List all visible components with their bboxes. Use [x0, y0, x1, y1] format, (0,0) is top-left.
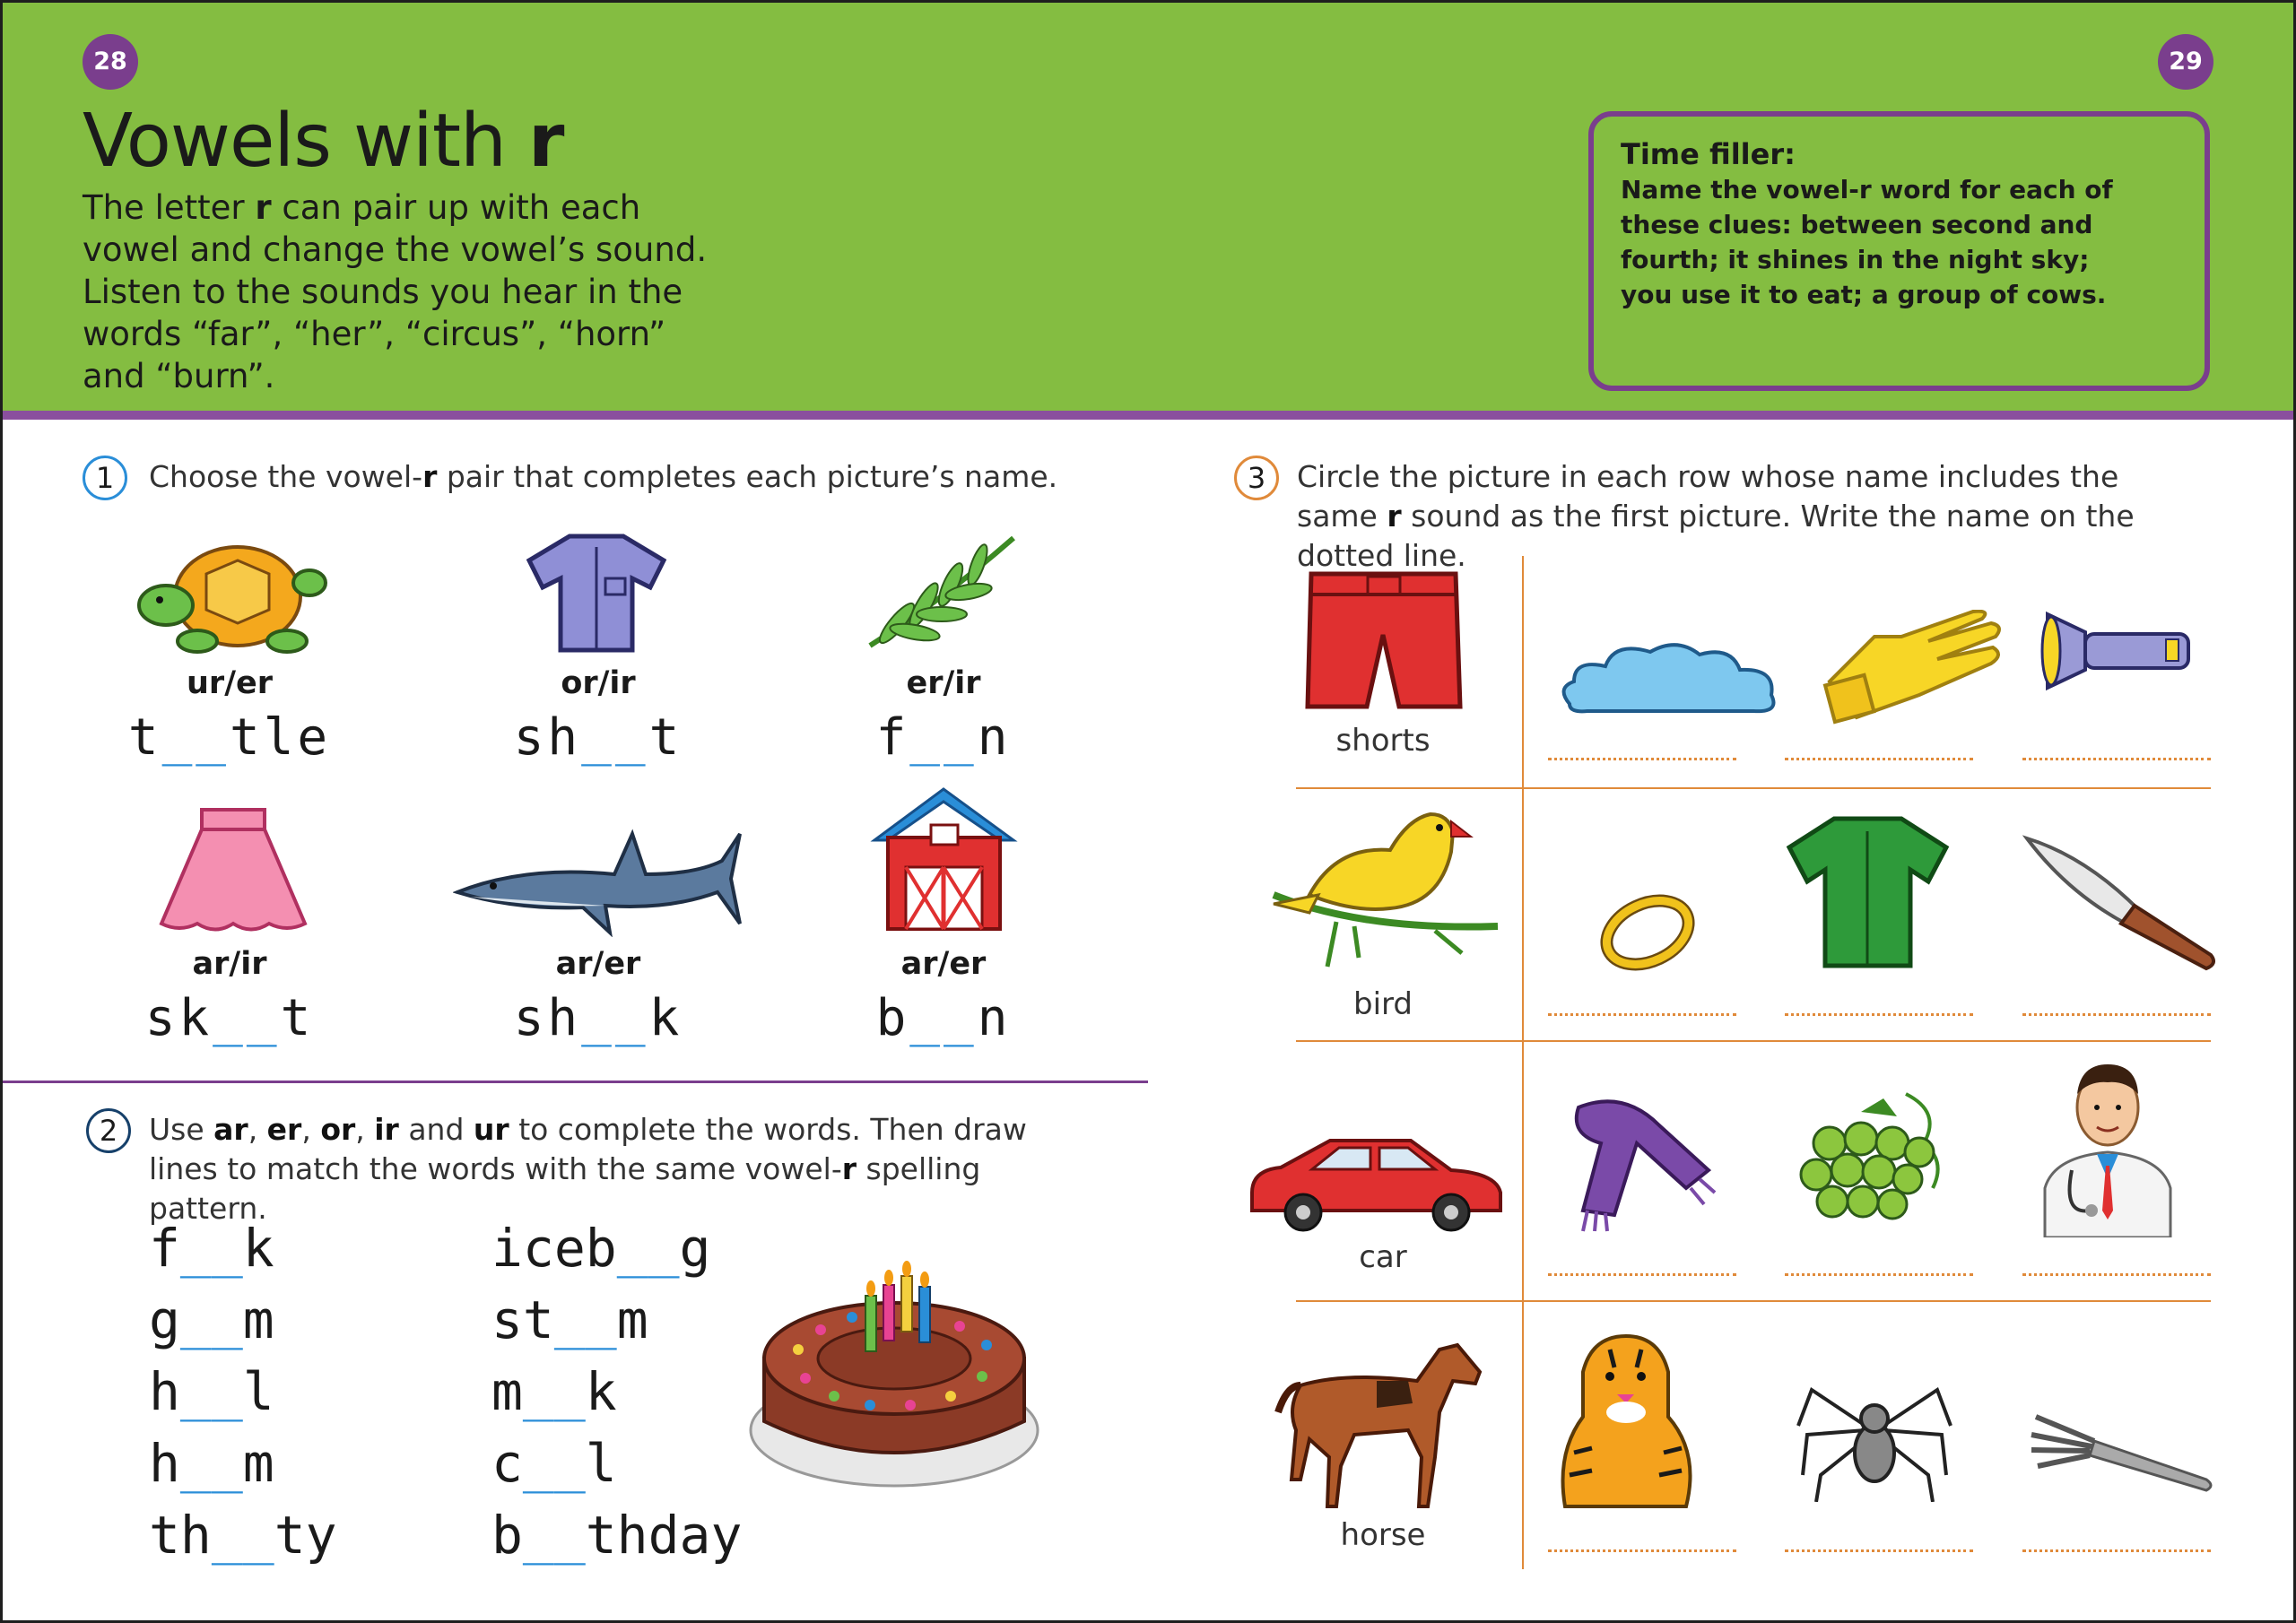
match-word[interactable]: m__k: [491, 1361, 617, 1422]
row-label: horse: [1340, 1517, 1426, 1553]
barn-icon: [870, 782, 1018, 934]
answer-line[interactable]: [2022, 1273, 2211, 1276]
answer-line[interactable]: [1548, 1273, 1736, 1276]
step-3-circle: 3: [1234, 456, 1279, 500]
pair-option: ar/ir: [192, 946, 267, 982]
pair-option: ur/er: [187, 665, 273, 701]
section-3-instruction: Circle the picture in each row whose name includes the same r sound as the first picture. Write the name on the dotted line.: [1297, 459, 2135, 573]
answer-line[interactable]: [1785, 758, 1973, 760]
bird-icon: [1256, 796, 1507, 971]
cloud-icon[interactable]: [1552, 632, 1789, 722]
match-word[interactable]: c__l: [491, 1433, 617, 1494]
match-word[interactable]: g__m: [149, 1289, 274, 1350]
match-word[interactable]: b__thday: [491, 1505, 743, 1566]
answer-line[interactable]: [2022, 758, 2211, 760]
row-label: bird: [1353, 986, 1413, 1022]
intro-text: The letter r can pair up with each vowel and change the vowel’s sound. Listen to the sounds you hear in the words “far”, “her”, “circus”, “horn” and “burn”.: [83, 188, 708, 395]
turtle-icon: [135, 525, 332, 659]
section-divider: [3, 1081, 1148, 1083]
grapes-icon[interactable]: [1798, 1089, 1955, 1237]
word-blank[interactable]: t__tle: [127, 708, 332, 767]
section-2-instruction: Use ar, er, or, ir and ur to complete the words. Then draw lines to match the words with the same vowel-r spelling pattern.: [149, 1112, 1027, 1226]
match-word[interactable]: h__m: [149, 1433, 274, 1494]
doctor-icon[interactable]: [2036, 1054, 2179, 1237]
fork-icon[interactable]: [2027, 1403, 2215, 1493]
time-filler-text: Name the vowel-r word for each of these clues: between second and fourth; it shines in the night sky; you use it to eat; a group of cows.: [1621, 175, 2113, 309]
word-blank[interactable]: b__n: [875, 989, 1012, 1047]
right-word-list: [491, 1212, 742, 1571]
car-icon: [1245, 1130, 1507, 1233]
answer-line[interactable]: [1548, 1549, 1736, 1552]
tiger-icon[interactable]: [1547, 1318, 1704, 1511]
time-filler-box: [1588, 111, 2210, 391]
page-title: Vowels with r: [83, 99, 564, 184]
ring-icon[interactable]: [1596, 892, 1700, 973]
step-1-circle: 1: [83, 456, 127, 500]
step-2-circle: 2: [86, 1108, 131, 1153]
answer-line[interactable]: [1548, 758, 1736, 760]
row-divider: [1296, 1040, 2211, 1042]
shorts-icon: [1300, 563, 1466, 716]
word-blank[interactable]: sh__t: [513, 708, 683, 767]
time-filler-title: Time filler:: [1621, 137, 1796, 171]
section-1-instruction: Choose the vowel-r pair that completes each picture’s name.: [149, 459, 1058, 494]
answer-line[interactable]: [1785, 1549, 1973, 1552]
match-word[interactable]: iceb__g: [491, 1218, 711, 1279]
pair-option: ar/er: [555, 946, 641, 982]
shirt-icon: [520, 529, 673, 655]
row-divider: [1296, 1300, 2211, 1302]
glove-icon[interactable]: [1821, 610, 2009, 726]
column-divider: [1522, 556, 1524, 1569]
fern-icon: [861, 529, 1022, 655]
match-word[interactable]: th__ty: [149, 1505, 337, 1566]
scarf-icon[interactable]: [1561, 1089, 1718, 1233]
match-word[interactable]: st__m: [491, 1289, 648, 1350]
row-label: shorts: [1335, 723, 1431, 759]
answer-line[interactable]: [2022, 1013, 2211, 1016]
answer-line[interactable]: [1548, 1013, 1736, 1016]
green-shirt-icon[interactable]: [1780, 812, 1955, 973]
page-number-right: 29: [2158, 34, 2213, 90]
match-word[interactable]: f__k: [149, 1218, 274, 1279]
pair-option: ar/er: [900, 946, 987, 982]
birthday-cake-icon: [744, 1260, 1045, 1493]
horse-icon: [1274, 1332, 1493, 1511]
word-blank[interactable]: sk__t: [144, 989, 315, 1047]
word-blank[interactable]: sh__k: [513, 989, 683, 1047]
flashlight-icon[interactable]: [2040, 605, 2197, 695]
pair-option: or/ir: [561, 665, 636, 701]
page-number-left: 28: [83, 34, 138, 90]
shark-icon: [453, 825, 744, 937]
left-word-list: [149, 1212, 337, 1571]
word-blank[interactable]: f__n: [875, 708, 1012, 767]
match-word[interactable]: h__l: [149, 1361, 274, 1422]
pair-option: er/ir: [906, 665, 981, 701]
knife-icon[interactable]: [2022, 829, 2220, 973]
spider-icon[interactable]: [1794, 1372, 1955, 1502]
row-divider: [1296, 787, 2211, 789]
answer-line[interactable]: [2022, 1549, 2211, 1552]
answer-line[interactable]: [1785, 1013, 1973, 1016]
row-label: car: [1359, 1239, 1407, 1275]
answer-line[interactable]: [1785, 1273, 1973, 1276]
skirt-icon: [152, 803, 314, 937]
